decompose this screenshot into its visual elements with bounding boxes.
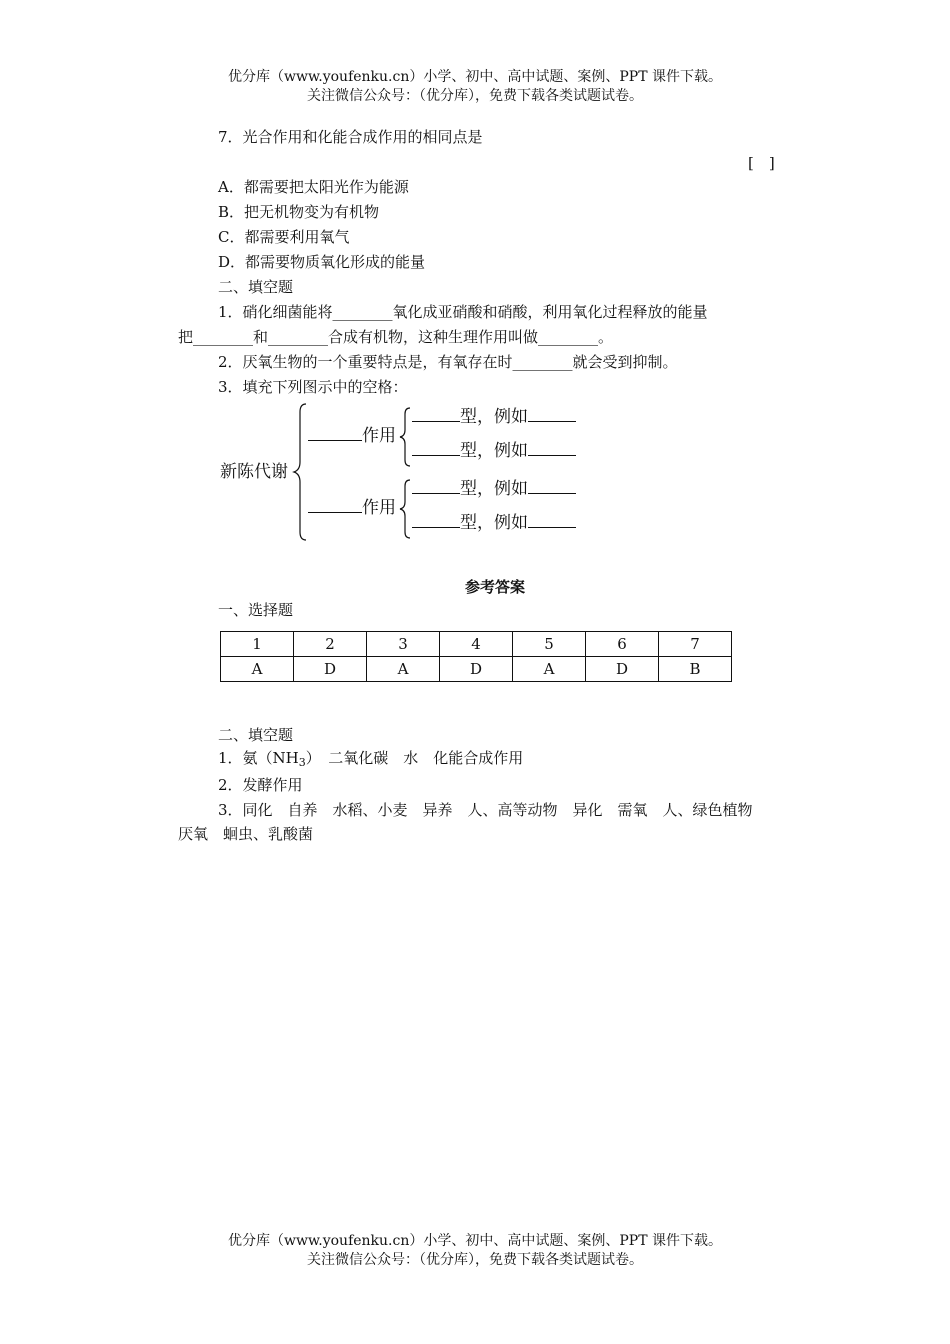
- branch-label: 作用: [362, 426, 396, 446]
- table-cell: 1: [221, 632, 294, 657]
- answer-1-post: ） 二氧化碳 水 化能合成作用: [305, 749, 524, 767]
- answer-table: [220, 631, 732, 682]
- table-cell: 7: [659, 632, 732, 657]
- diagram-leaf-4: [412, 512, 576, 534]
- fill-q1-line1: 1．硝化细菌能将________氧化成亚硝酸和硝酸，利用氧化过程释放的能量: [218, 303, 708, 321]
- table-row-keys: [221, 657, 732, 682]
- answers-fill-heading: 二、填空题: [218, 726, 294, 744]
- table-cell: A: [221, 657, 294, 682]
- blank-line: [528, 407, 576, 422]
- table-cell: 3: [367, 632, 440, 657]
- upper-brace: [400, 408, 410, 466]
- fill-q3: 3．填充下列图示中的空格：: [218, 378, 408, 396]
- blank-line: [412, 441, 460, 456]
- answer-3-line1: 3．同化 自养 水稻、小麦 异养 人、高等动物 异化 需氧 人、绿色植物: [218, 801, 753, 819]
- fill-q2: 2．厌氧生物的一个重要特点是，有氧存在时________就会受到抑制。: [218, 353, 678, 371]
- answer-1-pre: 1．氨（NH: [218, 749, 299, 767]
- blank-line: [412, 407, 460, 422]
- choice-heading: 一、选择题: [218, 601, 294, 619]
- fill-heading: 二、填空题: [218, 278, 294, 296]
- diagram-branch-upper: [308, 425, 396, 447]
- diagram-leaf-1: [412, 406, 576, 428]
- footer-line-2: 关注微信公众号：（优分库），免费下载各类试题试卷。: [307, 1252, 643, 1268]
- diagram-root: 新陈代谢: [220, 462, 288, 482]
- diagram-leaf-3: [412, 478, 576, 500]
- table-cell: D: [586, 657, 659, 682]
- leaf-label: 型，例如: [460, 441, 528, 461]
- blank-line: [412, 513, 460, 528]
- table-cell: A: [367, 657, 440, 682]
- question-7-stem: 7．光合作用和化能合成作用的相同点是: [218, 128, 483, 146]
- table-cell: 4: [440, 632, 513, 657]
- answers-title: 参考答案: [464, 578, 525, 596]
- answer-1: [218, 748, 523, 773]
- table-row-numbers: [221, 632, 732, 657]
- option-b: B．把无机物变为有机物: [218, 203, 380, 221]
- leaf-label: 型，例如: [460, 407, 528, 427]
- table-cell: 2: [294, 632, 367, 657]
- blank-line: [412, 479, 460, 494]
- blank-line: [528, 479, 576, 494]
- fill-q1-line2: 把________和________合成有机物，这种生理作用叫做________。: [178, 328, 614, 346]
- answer-2: 2．发酵作用: [218, 776, 303, 794]
- header-line-1: 优分库（www.youfenku.cn）小学、初中、高中试题、案例、PPT 课件下载。: [227, 69, 722, 85]
- option-d: D．都需要物质氧化形成的能量: [218, 253, 426, 271]
- diagram-leaf-2: [412, 440, 576, 462]
- option-c: C．都需要利用氧气: [218, 228, 350, 246]
- table-cell: D: [440, 657, 513, 682]
- table-cell: 5: [513, 632, 586, 657]
- table-cell: 6: [586, 632, 659, 657]
- table-cell: A: [513, 657, 586, 682]
- footer-line-1: 优分库（www.youfenku.cn）小学、初中、高中试题、案例、PPT 课件下载。: [227, 1233, 722, 1249]
- option-a: A．都需要把太阳光作为能源: [218, 178, 409, 196]
- answer-bracket: [ ]: [748, 154, 775, 172]
- root-brace: [294, 404, 306, 540]
- table-cell: D: [294, 657, 367, 682]
- branch-label: 作用: [362, 498, 396, 518]
- leaf-label: 型，例如: [460, 513, 528, 533]
- leaf-label: 型，例如: [460, 479, 528, 499]
- blank-line: [528, 513, 576, 528]
- blank-line: [308, 426, 362, 441]
- diagram-branch-lower: [308, 497, 396, 519]
- table-cell: B: [659, 657, 732, 682]
- header-line-2: 关注微信公众号：（优分库），免费下载各类试题试卷。: [307, 88, 643, 104]
- answer-3-line2: 厌氧 蛔虫、乳酸菌: [178, 825, 314, 843]
- blank-line: [528, 441, 576, 456]
- blank-line: [308, 498, 362, 513]
- answer-1-subscript: 3: [298, 756, 306, 769]
- lower-brace: [400, 480, 410, 538]
